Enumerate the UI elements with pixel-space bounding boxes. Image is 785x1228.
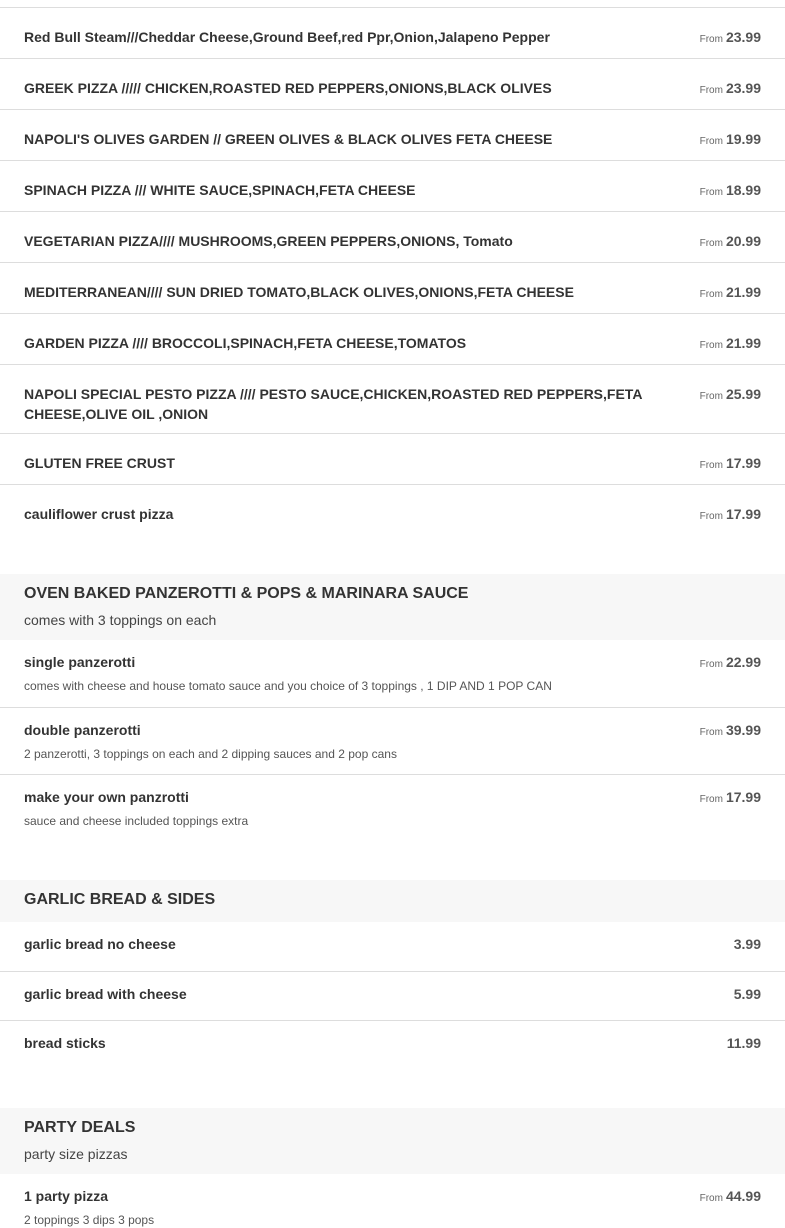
item-price: From 18.99 [699, 182, 761, 198]
item-name: garlic bread with cheese [24, 986, 187, 1002]
menu-item[interactable] [0, 971, 785, 1020]
menu-item[interactable] [0, 58, 785, 109]
item-name: SPINACH PIZZA /// WHITE SAUCE,SPINACH,FETA CHEESE [24, 182, 416, 198]
menu-item[interactable] [0, 707, 785, 774]
item-price: From 39.99 [699, 722, 761, 738]
item-price: From 17.99 [699, 455, 761, 471]
item-price: From 22.99 [699, 654, 761, 670]
item-name: cauliflower crust pizza [24, 506, 174, 522]
menu-item[interactable] [0, 922, 785, 971]
item-name: make your own panzrotti [24, 789, 189, 805]
item-name: NAPOLI SPECIAL PESTO PIZZA //// PESTO SAUCE,CHICKEN,ROASTED RED PEPPERS,FETA CHEESE,OLIVE OIL ,ONION [24, 386, 642, 422]
item-price: 3.99 [733, 936, 761, 952]
item-name: VEGETARIAN PIZZA//// MUSHROOMS,GREEN PEPPERS,ONIONS, Tomato [24, 233, 513, 249]
from-label: From [699, 727, 723, 738]
from-label: From [699, 289, 723, 300]
from-label: From [699, 460, 723, 471]
menu-item[interactable] [0, 211, 785, 262]
item-price: From 20.99 [699, 233, 761, 249]
item-price: From 17.99 [699, 506, 761, 522]
from-label: From [699, 85, 723, 96]
from-label: From [699, 1193, 723, 1204]
item-name: Red Bull Steam///Cheddar Cheese,Ground Beef,red Ppr,Onion,Jalapeno Pepper [24, 29, 550, 45]
item-price: From 21.99 [699, 335, 761, 351]
from-label: From [699, 187, 723, 198]
from-label: From [699, 391, 723, 402]
menu-item[interactable] [0, 1020, 785, 1069]
item-name: garlic bread no cheese [24, 936, 176, 952]
from-label: From [699, 659, 723, 670]
item-name: single panzerotti [24, 654, 136, 670]
item-description: comes with cheese and house tomato sauce and you choice of 3 toppings , 1 DIP AND 1 POP CAN [24, 679, 552, 693]
item-description: sauce and cheese included toppings extra [24, 814, 249, 828]
item-name: GARDEN PIZZA //// BROCCOLI,SPINACH,FETA CHEESE,TOMATOS [24, 335, 467, 351]
menu-item[interactable] [0, 160, 785, 211]
section-header-panzerotti [0, 574, 785, 640]
item-price: From 44.99 [699, 1188, 761, 1204]
item-description: 2 toppings 3 dips 3 pops [24, 1213, 155, 1227]
menu-item[interactable] [0, 364, 785, 433]
menu-item[interactable] [0, 1174, 785, 1227]
item-name: GREEK PIZZA ///// CHICKEN,ROASTED RED PEPPERS,ONIONS,BLACK OLIVES [24, 80, 552, 96]
menu-item[interactable] [0, 774, 785, 841]
from-label: From [699, 238, 723, 249]
section-title: PARTY DEALS [24, 1119, 136, 1136]
from-label: From [699, 340, 723, 351]
menu-item[interactable] [0, 484, 785, 535]
item-name: 1 party pizza [24, 1188, 109, 1204]
menu-item[interactable] [0, 7, 785, 58]
from-label: From [699, 136, 723, 147]
menu-item[interactable] [0, 262, 785, 313]
item-price: From 19.99 [699, 131, 761, 147]
menu-item[interactable] [0, 313, 785, 364]
item-name: bread sticks [24, 1035, 106, 1051]
section-header-garlic [0, 880, 785, 922]
menu-item[interactable] [0, 109, 785, 160]
section-subtitle: party size pizzas [24, 1146, 128, 1162]
item-name: MEDITERRANEAN//// SUN DRIED TOMATO,BLACK OLIVES,ONIONS,FETA CHEESE [24, 284, 574, 300]
item-price: From 23.99 [699, 29, 761, 45]
section-title: OVEN BAKED PANZEROTTI & POPS & MARINARA SAUCE [24, 585, 469, 602]
section-subtitle: comes with 3 toppings on each [24, 612, 217, 628]
item-price: From 25.99 [699, 386, 761, 402]
menu-item[interactable] [0, 640, 785, 707]
item-name: double panzerotti [24, 722, 141, 738]
item-price: From 23.99 [699, 80, 761, 96]
item-description: 2 panzerotti, 3 toppings on each and 2 dipping sauces and 2 pop cans [24, 747, 397, 761]
item-price: 11.99 [726, 1035, 761, 1051]
section-title: GARLIC BREAD & SIDES [24, 891, 216, 908]
section-header-party [0, 1108, 785, 1174]
item-name: NAPOLI'S OLIVES GARDEN // GREEN OLIVES & BLACK OLIVES FETA CHEESE [24, 131, 553, 147]
from-label: From [699, 511, 723, 522]
from-label: From [699, 794, 723, 805]
item-name: GLUTEN FREE CRUST [24, 455, 175, 471]
from-label: From [699, 34, 723, 45]
menu-item[interactable] [0, 433, 785, 484]
item-price: From 17.99 [699, 789, 761, 805]
item-price: 5.99 [733, 986, 761, 1002]
item-price: From 21.99 [699, 284, 761, 300]
